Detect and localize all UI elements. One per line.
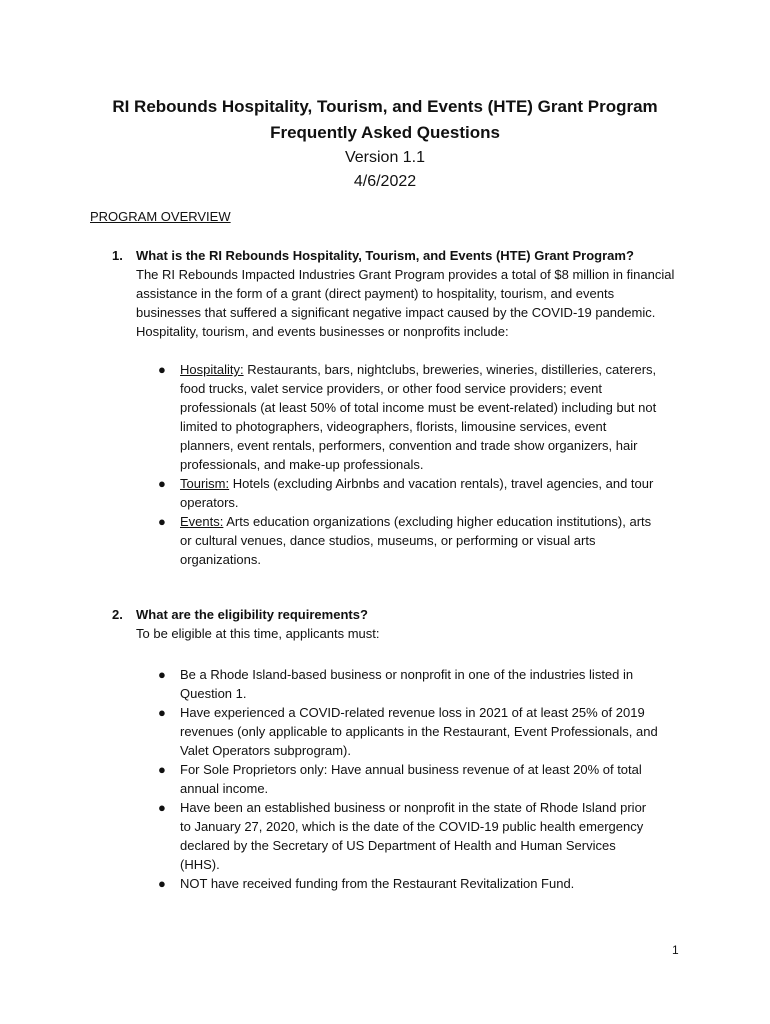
date-label: 4/6/2022 [353, 173, 417, 190]
bullet-icon: ● [158, 476, 166, 491]
title-line-1: RI Rebounds Hospitality, Tourism, and Events (HTE) Grant Program [112, 97, 658, 116]
document-subtitle [0, 146, 770, 194]
bullet-icon: ● [158, 705, 166, 720]
bullet-label: Hospitality: [180, 362, 244, 377]
list-item [158, 798, 658, 874]
list-item [158, 512, 658, 569]
bullet-icon: ● [158, 876, 166, 891]
bullet-text: Restaurants, bars, nightclubs, breweries, wineries, distilleries, caterers, food trucks, valet service providers, or other food service providers; event professionals (at least 50% of total income must be event-related) including but not limited to photographers, videographers, florists, limousine services, event planners, event rentals, performers, convention and trade show organizers, hair professionals, and make-up professionals. [180, 362, 657, 472]
answer-text: To be eligible at this time, applicants must: [136, 626, 380, 641]
list-item [158, 703, 658, 760]
bullet-label: Events: [180, 514, 224, 529]
bullet-text: Hotels (excluding Airbnbs and vacation rentals), travel agencies, and tour operators. [180, 476, 654, 510]
bullet-icon: ● [158, 762, 166, 777]
page-number: 1 [672, 943, 679, 957]
question-number: 1. [112, 248, 123, 263]
bullet-icon: ● [158, 800, 166, 815]
bullet-text: Have been an established business or nonprofit in the state of Rhode Island prior to January 27, 2020, which is the date of the COVID-19 public health emergency declared by the Secretary of US Department of Health and Human Services (HHS). [180, 800, 647, 872]
document-title [0, 94, 770, 146]
bullet-text: Be a Rhode Island-based business or nonprofit in one of the industries listed in Question 1. [180, 667, 634, 701]
list-item [158, 474, 658, 512]
list-item [158, 360, 658, 474]
bullet-list [158, 665, 658, 893]
section-heading: PROGRAM OVERVIEW [90, 209, 231, 224]
question-text: What are the eligibility requirements? [136, 607, 368, 622]
bullet-icon: ● [158, 667, 166, 682]
bullet-icon: ● [158, 362, 166, 377]
bullet-text: NOT have received funding from the Restaurant Revitalization Fund. [180, 876, 575, 891]
list-item [158, 760, 658, 798]
list-item [158, 874, 658, 893]
question-text: What is the RI Rebounds Hospitality, Tourism, and Events (HTE) Grant Program? [136, 248, 634, 263]
bullet-list [158, 360, 658, 569]
bullet-text: Arts education organizations (excluding higher education institutions), arts or cultural venues, dance studios, museums, or performing or visual arts organizations. [180, 514, 652, 567]
bullet-text: For Sole Proprietors only: Have annual business revenue of at least 20% of total annual income. [180, 762, 642, 796]
title-line-2: Frequently Asked Questions [270, 123, 500, 142]
answer-text: The RI Rebounds Impacted Industries Grant Program provides a total of $8 million in financial assistance in the form of a grant (direct payment) to hospitality, tourism, and events businesses that suffered a significant negative impact caused by the COVID-19 pandemic. Hospitality, tourism, and events businesses or nonprofits include: [136, 267, 675, 339]
version-label: Version 1.1 [344, 149, 426, 166]
bullet-label: Tourism: [180, 476, 230, 491]
bullet-text: Have experienced a COVID-related revenue loss in 2021 of at least 25% of 2019 revenues (only applicable to applicants in the Restaurant, Event Professionals, and Valet Operators subprogram). [180, 705, 658, 758]
question-number: 2. [112, 607, 123, 622]
list-item [158, 665, 658, 703]
bullet-icon: ● [158, 514, 166, 529]
